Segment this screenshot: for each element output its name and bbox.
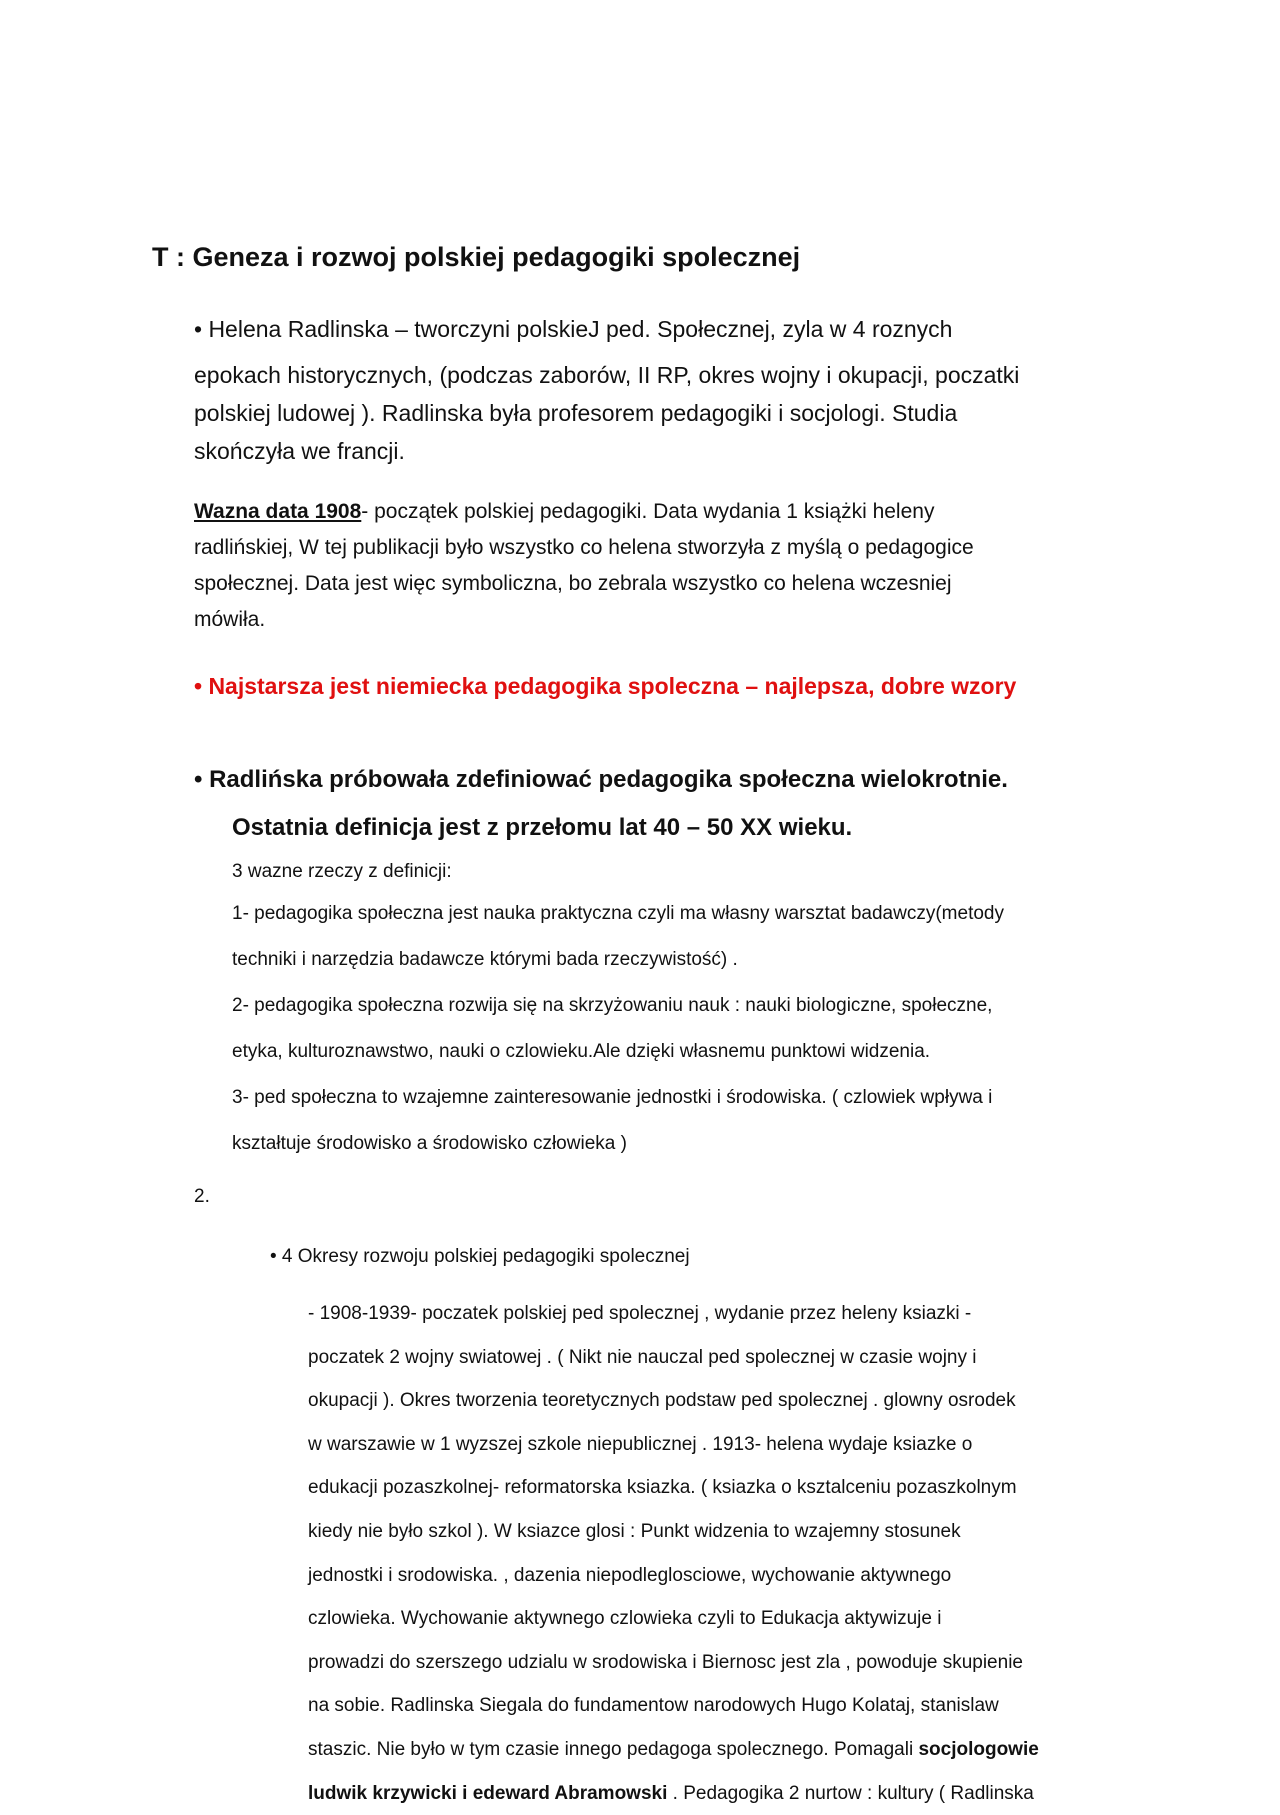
text-line: poczatek 2 wojny swiatowej . ( Nikt nie nauczal ped spolecznej w czasie wojny i [308, 1346, 977, 1368]
text-line: 1- pedagogika społeczna jest nauka praktyczna czyli ma własny warsztat badawczy(metody [232, 903, 1004, 924]
text-line: 3 wazne rzeczy z definicji: [232, 861, 452, 882]
date-paragraph [194, 494, 974, 638]
text-line: edukacji pozaszkolnej- reformatorska ksiazka. ( ksiazka o ksztalceniu pozaszkolnym [308, 1477, 1017, 1499]
text-line: etyka, kulturoznawstwo, nauki o czlowieku.Ale dzięki własnemu punktowi widzenia. [232, 1041, 931, 1062]
bold-text: ludwik krzywicki i edeward Abramowski [308, 1782, 668, 1804]
list-number: 2. [194, 1186, 210, 1207]
periods-heading: • 4 Okresy rozwoju polskiej pedagogiki spolecznej [270, 1246, 690, 1267]
text-line: techniki i narzędzia badawcze którymi bada rzeczywistość) . [232, 949, 738, 970]
text-line: Wazna data 1908- początek polskiej pedagogiki. Data wydania 1 książki heleny [194, 500, 935, 523]
text-line: skończyła we francji. [194, 438, 405, 464]
text-line: radlińskiej, W tej publikacji było wszystko co helena stworzyła z myślą o pedagogice [194, 536, 974, 559]
text-line: • Helena Radlinska – tworczyni polskieJ ped. Społecznej, zyla w 4 roznych [194, 316, 953, 342]
text-line: kiedy nie było szkol ). W ksiazce glosi : Punkt widzenia to wzajemny stosunek [308, 1520, 961, 1542]
text-line: mówiła. [194, 608, 266, 631]
text-line: polskiej ludowej ). Radlinska była profesorem pedagogiki i socjologi. Studia [194, 400, 958, 426]
text-line: w warszawie w 1 wyzszej szkole niepublicznej . 1913- helena wydaje ksiazke o [308, 1433, 973, 1455]
text-line: prowadzi do szerszego udzialu w srodowiska i Biernosc jest zla , powoduje skupienie [308, 1651, 1023, 1673]
definition-list [232, 852, 1004, 1168]
text-line: na sobie. Radlinska Siegala do fundamentow narodowych Hugo Kolataj, stanislaw [308, 1695, 999, 1717]
text-line: ludwik krzywicki i edeward Abramowski . Pedagogika 2 nurtow : kultury ( Radlinska [308, 1782, 1034, 1804]
text-line: 3- ped społeczna to wzajemne zainteresowanie jednostki i środowiska. ( czlowiek wpływa i [232, 1087, 993, 1108]
text-line: jednostki i srodowiska. , dazenia niepodleglosciowe, wychowanie aktywnego [308, 1564, 952, 1586]
document-title: T : Geneza i rozwoj polskiej pedagogiki spolecznej [152, 242, 801, 272]
definition-subheading: Ostatnia definicja jest z przełomu lat 40 – 50 XX wieku. [232, 814, 853, 841]
text-line: społecznej. Data jest więc symboliczna, bo zebrala wszystko co helena wczesniej [194, 572, 952, 595]
text-line: czlowieka. Wychowanie aktywnego czlowieka czyli to Edukacja aktywizuje i [308, 1608, 942, 1630]
intro-paragraph [194, 310, 1019, 470]
text-line: kształtuje środowisko a środowisko człowieka ) [232, 1133, 627, 1154]
bold-text: socjologowie [918, 1738, 1039, 1760]
text-line: - 1908-1939- poczatek polskiej ped spolecznej , wydanie przez heleny ksiazki - [308, 1303, 972, 1324]
text-line: 2- pedagogika społeczna rozwija się na skrzyżowaniu nauk : nauki biologiczne, społeczne, [232, 995, 993, 1016]
text-line: staszic. Nie było w tym czasie innego pedagoga spolecznego. Pomagali socjologowie [308, 1738, 1039, 1760]
date-label: Wazna data 1908 [194, 500, 362, 523]
periods-paragraph [308, 1292, 1039, 1815]
definition-heading: • Radlińska próbowała zdefiniować pedagogika społeczna wielokrotnie. [194, 766, 1008, 793]
text-line: okupacji ). Okres tworzenia teoretycznych podstaw ped spolecznej . glowny osrodek [308, 1390, 1016, 1412]
text-line: epokach historycznych, (podczas zaborów, II RP, okres wojny i okupacji, poczatki [194, 362, 1020, 388]
red-highlight-line: • Najstarsza jest niemiecka pedagogika spoleczna – najlepsza, dobre wzory [194, 673, 1017, 699]
